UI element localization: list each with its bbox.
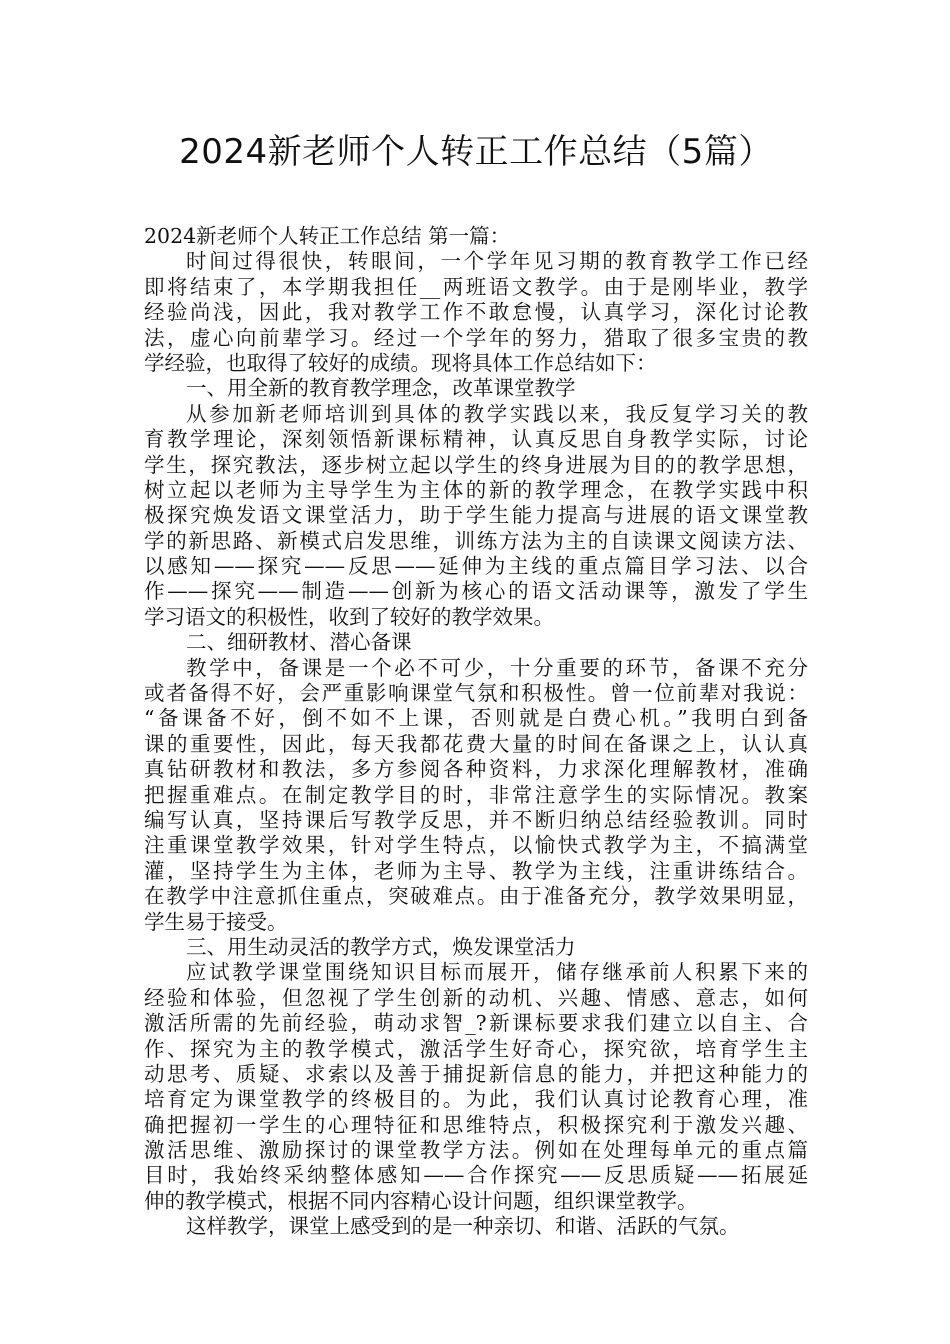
paragraph-line: 经验尚浅，因此，我对教学工作不敢怠慢，认真学习，深化讨论教 (144, 300, 808, 325)
paragraph-line: 时间过得很快，转眼间，一个学年见习期的教育教学工作已经 (186, 249, 808, 274)
paragraph-line: 激活所需的先前经验，萌动求智_?新课标要求我们建立以自主、合 (144, 1011, 808, 1036)
paragraph-line: 学经验，也取得了较好的成绩。现将具体工作总结如下： (144, 350, 657, 375)
section-heading: 2024新老师个人转正工作总结 第一篇： (144, 224, 511, 248)
document-body (144, 224, 808, 1240)
paragraph-line: 以感知——探究——反思——延伸为主线的重点篇目学习法、以合 (144, 554, 808, 579)
paragraph-line: 灌，坚持学生为主体，老师为主导、教学为主线，注重讲练结合。 (144, 858, 808, 883)
paragraph-line: 应试教学课堂围绕知识目标而展开，储存继承前人积累下来的 (186, 960, 808, 985)
subsection-heading: 一、用全新的教育教学理念，改革课堂教学 (186, 376, 576, 401)
paragraph-line: 树立起以老师为主导学生为主体的新的教学理念，在教学实践中积 (144, 477, 808, 502)
paragraph-line: 动思考、质疑、求索以及善于捕捉新信息的能力，并把这种能力的 (144, 1061, 808, 1086)
paragraph-line: 激活思维、激励探讨的课堂教学方法。例如在处理每单元的重点篇 (144, 1138, 808, 1163)
paragraph-line: 真钻研教材和教法，多方参阅各种资料，力求深化理解教材，准确 (144, 757, 808, 782)
paragraph-line: 育教学理论，深刻领悟新课标精神，认真反思自身教学实际，讨论 (144, 427, 808, 452)
paragraph-line: 学的新思路、新模式启发思维，训练方法为主的自读课文阅读方法、 (144, 528, 808, 553)
paragraph-line: 法，虚心向前辈学习。经过一个学年的努力，猎取了很多宝贵的教 (144, 325, 808, 350)
document-title: 2024新老师个人转正工作总结（5篇） (179, 132, 773, 172)
paragraph-line: 即将结束了，本学期我担任__两班语文教学。由于是刚毕业，教学 (144, 274, 808, 299)
paragraph-line: 编写认真，坚持课后写教学反思，并不断归纳总结经验教训。同时 (144, 807, 808, 832)
paragraph-line: 把握重难点。在制定教学目的时，非常注意学生的实际情况。教案 (144, 782, 808, 807)
paragraph-line: 确把握初一学生的心理特征和思维特点，积极探究利于激发兴趣、 (144, 1112, 808, 1137)
paragraph-line: 伸的教学模式，根据不同内容精心设计问题，组织课堂教学。 (144, 1188, 698, 1213)
paragraph-line: 在教学中注意抓住重点，突破难点。由于准备充分，教学效果明显， (144, 884, 808, 909)
paragraph-line: 教学中，备课是一个必不可少，十分重要的环节，备课不充分 (186, 655, 808, 680)
paragraph-line: 这样教学，课堂上感受到的是一种亲切、和谐、活跃的气氛。 (186, 1214, 740, 1239)
paragraph-line: 培育定为课堂教学的终极目的。为此，我们认真讨论教育心理，准 (144, 1087, 808, 1112)
paragraph-line: 从参加新老师培训到具体的教学实践以来，我反复学习关的教 (186, 401, 808, 426)
paragraph-line: 目时，我始终采纳整体感知——合作探究——反思质疑——拓展延 (144, 1163, 808, 1188)
subsection-heading: 二、细研教材、潜心备课 (186, 630, 412, 655)
paragraph-line: 经验和体验，但忽视了学生创新的动机、兴趣、情感、意志，如何 (144, 985, 808, 1010)
paragraph-line: 注重课堂教学效果，针对学生特点，以愉快式教学为主，不搞满堂 (144, 833, 808, 858)
paragraph-line: 作、探究为主的教学模式，激活学生好奇心，探究欲，培育学生主 (144, 1036, 808, 1061)
subsection-heading: 三、用生动灵活的教学方式，焕发课堂活力 (186, 934, 576, 959)
paragraph-line: 学习语文的积极性，收到了较好的教学效果。 (144, 604, 554, 629)
paragraph-line: 或者备得不好，会严重影响课堂气氛和积极性。曾一位前辈对我说： (144, 681, 808, 706)
paragraph-line: 学生易于接受。 (144, 909, 288, 934)
paragraph-line: 课的重要性，因此，每天我都花费大量的时间在备课之上，认认真 (144, 731, 808, 756)
paragraph-line: 学生，探究教法，逐步树立起以学生的终身进展为目的的教学思想， (144, 452, 808, 477)
paragraph-line: “备课备不好，倒不如不上课，否则就是白费心机。”我明白到备 (144, 706, 808, 731)
paragraph-line: 极探究焕发语文课堂活力，助于学生能力提高与进展的语文课堂教 (144, 503, 808, 528)
paragraph-line: 作——探究——制造——创新为核心的语文活动课等，激发了学生 (144, 579, 808, 604)
